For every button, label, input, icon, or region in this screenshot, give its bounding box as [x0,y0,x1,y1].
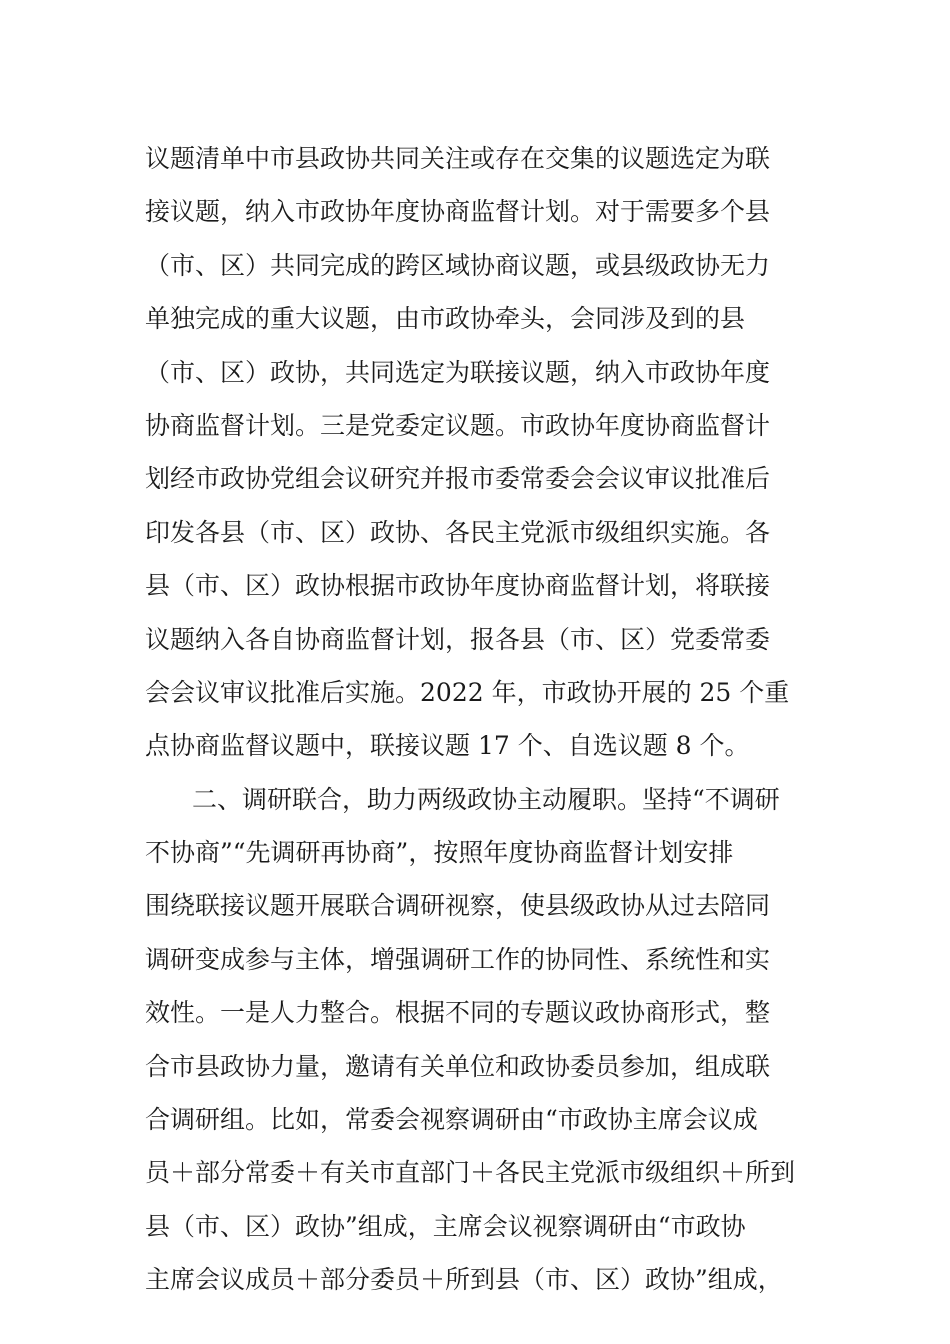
text-line: 调研变成参与主体，增强调研工作的协同性、系统性和实 [145,944,771,974]
text-line: 会会议审议批准后实施。2022 年，市政协开展的 25 个重 [145,677,790,707]
text-line: 接议题，纳入市政协年度协商监督计划。对于需要多个县 [145,197,771,227]
text-line: 单独完成的重大议题，由市政协牵头，会同涉及到的县 [145,304,746,334]
text-line: 主席会议成员＋部分委员＋所到县（市、区）政协”组成， [145,1265,783,1295]
text-line: （市、区）共同完成的跨区域协商议题，或县级政协无力 [145,250,771,280]
text-line: 围绕联接议题开展联合调研视察，使县级政协从过去陪同 [145,891,771,921]
text-line: 划经市政协党组会议研究并报市委常委会会议审议批准后 [145,464,771,494]
text-line: 不协商”“先调研再协商”，按照年度协商监督计划安排 [145,838,734,868]
text-line: 合市县政协力量，邀请有关单位和政协委员参加，组成联 [145,1051,771,1081]
paragraph-start-line: 二、调研联合，助力两级政协主动履职。坚持“不调研 [192,784,780,814]
text-line: 议题纳入各自协商监督计划，报各县（市、区）党委常委 [145,624,771,654]
text-line: 点协商监督议题中，联接议题 17 个、自选议题 8 个。 [145,731,750,761]
text-line: 县（市、区）政协”组成，主席会议视察调研由“市政协 [145,1211,746,1241]
text-line: 员＋部分常委＋有关市直部门＋各民主党派市级组织＋所到 [145,1158,796,1188]
text-line: 合调研组。比如，常委会视察调研由“市政协主席会议成 [145,1105,758,1135]
text-line: 协商监督计划。三是党委定议题。市政协年度协商监督计 [145,410,771,440]
text-line: 效性。一是人力整合。根据不同的专题议政协商形式，整 [145,998,771,1028]
text-line: 议题清单中市县政协共同关注或存在交集的议题选定为联 [145,144,771,173]
text-line: （市、区）政协，共同选定为联接议题，纳入市政协年度 [145,357,771,387]
text-line: 县（市、区）政协根据市政协年度协商监督计划，将联接 [145,571,771,601]
body-text [145,132,805,1307]
text-line: 印发各县（市、区）政协、各民主党派市级组织实施。各 [145,517,771,547]
